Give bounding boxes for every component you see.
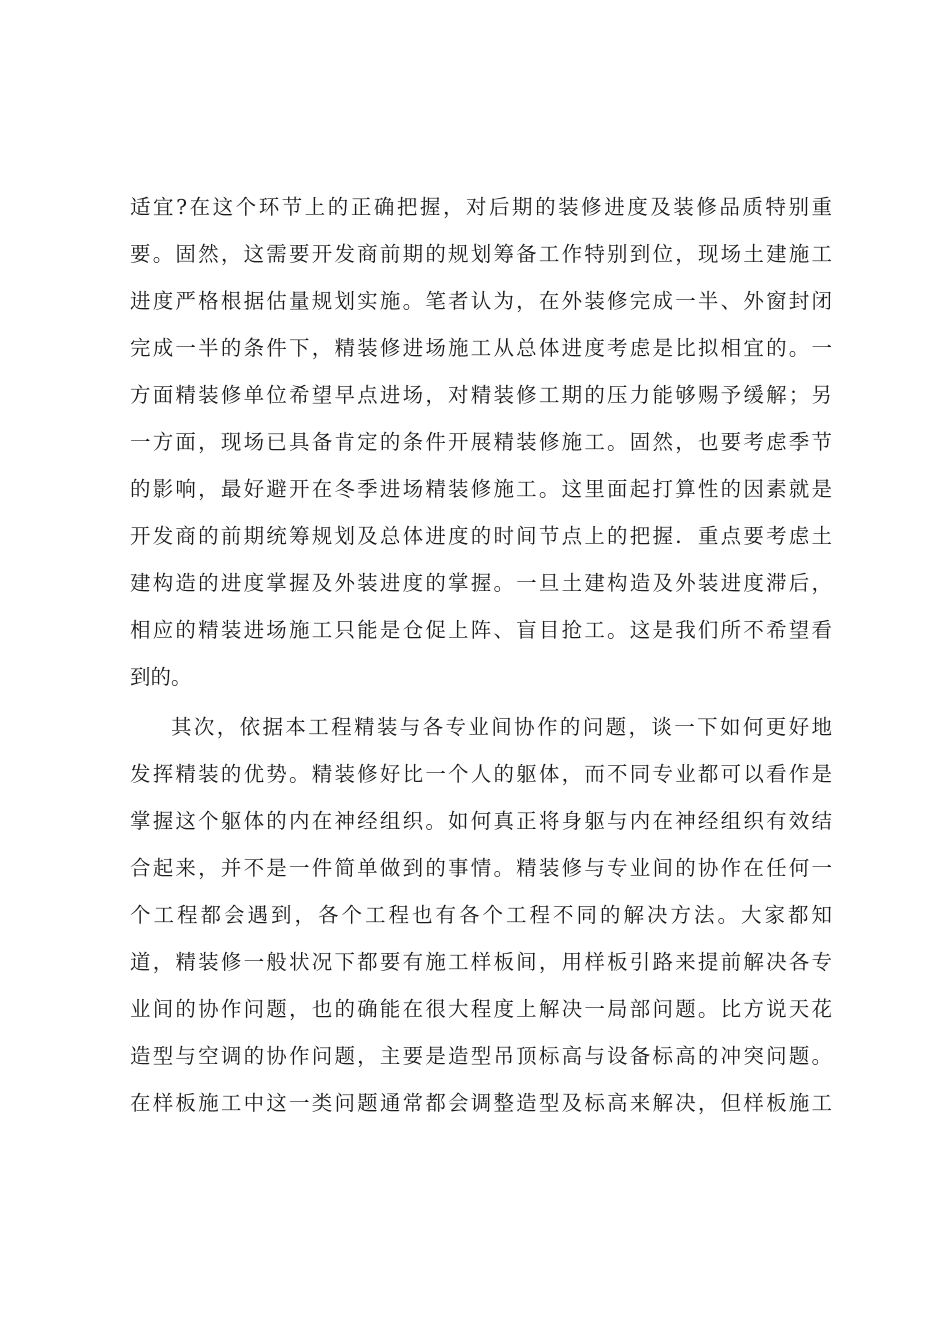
text-line: 其次，依据本工程精装与各专业间协作的问题，谈一下如何更好地 <box>171 715 832 739</box>
text-line: 完成一半的条件下，精装修进场施工从总体进度考虑是比拟相宜的。一 <box>130 336 832 360</box>
text-line: 在样板施工中这一类问题通常都会调整造型及标高来解决，但样板施工 <box>130 1091 832 1115</box>
text-line: 的影响，最好避开在冬季进场精装修施工。这里面起打算性的因素就是 <box>130 477 832 501</box>
text-line: 一方面，现场已具备肯定的条件开展精装修施工。固然，也要考虑季节 <box>130 430 832 454</box>
text-line: 建构造的进度掌握及外装进度的掌握。一旦土建构造及外装进度滞后， <box>130 571 832 595</box>
text-line: 造型与空调的协作问题，主要是造型吊顶标高与设备标高的冲突问题。 <box>130 1044 832 1068</box>
text-line: 业间的协作问题，也的确能在很大程度上解决一局部问题。比方说天花 <box>130 997 832 1021</box>
paragraph-2 <box>130 704 832 1127</box>
text-line: 到的。 <box>130 665 192 689</box>
paragraph-1 <box>130 184 832 701</box>
text-line: 相应的精装进场施工只能是仓促上阵、盲目抢工。这是我们所不希望看 <box>130 618 832 642</box>
text-line: 要。固然，这需要开发商前期的规划筹备工作特别到位，现场土建施工 <box>130 242 832 266</box>
text-line: 方面精装修单位希望早点进场，对精装修工期的压力能够赐予缓解；另 <box>130 383 832 407</box>
document-body <box>130 184 832 1127</box>
text-line: 合起来，并不是一件简单做到的事情。精装修与专业间的协作在任何一 <box>130 856 832 880</box>
text-line: 开发商的前期统筹规划及总体进度的时间节点上的把握．重点要考虑土 <box>130 524 832 548</box>
text-line: 掌握这个躯体的内在神经组织。如何真正将身躯与内在神经组织有效结 <box>130 809 832 833</box>
text-line: 适宜?在这个环节上的正确把握，对后期的装修进度及装修品质特别重 <box>130 195 832 219</box>
text-line: 发挥精装的优势。精装修好比一个人的躯体，而不同专业都可以看作是 <box>130 762 832 786</box>
text-line: 进度严格根据估量规划实施。笔者认为，在外装修完成一半、外窗封闭 <box>130 289 832 313</box>
text-line: 个工程都会遇到，各个工程也有各个工程不同的解决方法。大家都知 <box>130 903 832 927</box>
text-line: 道，精装修一般状况下都要有施工样板间，用样板引路来提前解决各专 <box>130 950 832 974</box>
